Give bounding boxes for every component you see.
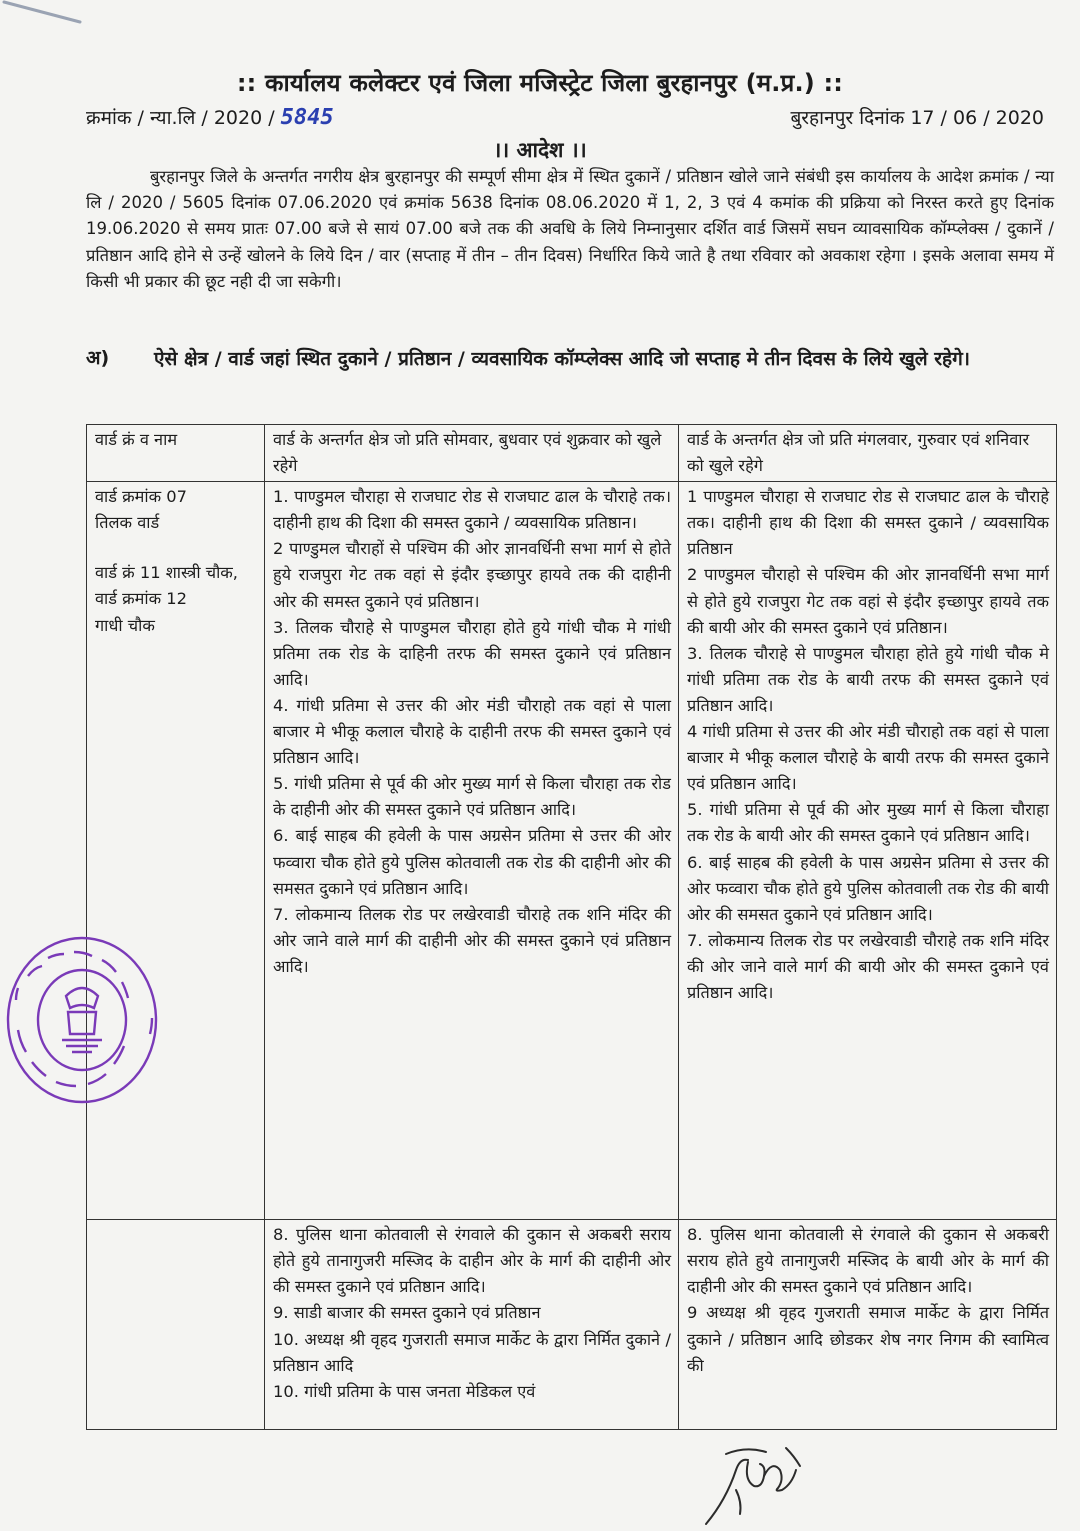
reference-prefix: क्रमांक / न्या.लि / 2020 / <box>86 107 275 129</box>
header-tue-thu-sat: वार्ड के अन्तर्गत क्षेत्र जो प्रति मंगलवार, गुरुवार एवं शनिवार को खुले रहेगे <box>679 425 1057 482</box>
list-item: 7. लोकमान्य तिलक रोड पर लखेरवाडी चौराहे तक शनि मंदिर की ओर जाने वाले मार्ग की बायी ओर की समस्त दुकाने एवं प्रतिष्ठान आदि। <box>687 930 1049 1002</box>
order-title: ।। आदेश ।। <box>493 138 587 162</box>
tue-thu-sat-cell <box>679 1220 1057 1430</box>
list-item: 3. तिलक चौराहे से पाण्डुमल चौराहा होते हुये गांधी चौक मे गांधी प्रतिमा तक रोड के दाहिनी तरफ की समस्त दुकाने एवं प्रतिष्ठान आदि। <box>273 617 671 689</box>
list-item: 3. तिलक चौराहे से पाण्डुमल चौराहा होते हुये गांधी चौक मे गांधी प्रतिमा तक रोड के बायी तरफ की समस्त दुकाने एवं प्रतिष्ठान आदि। <box>687 643 1049 715</box>
header-ward: वार्ड क्रं व नाम <box>87 425 265 482</box>
list-item: 6. बाई साहब की हवेली के पास अग्रसेन प्रतिमा से उत्तर की ओर फव्वारा चौक होते हुये पुलिस कोतवाली तक रोड की बायी ओर की समसत दुकाने एवं प्रतिष्ठान आदि। <box>687 852 1049 924</box>
list-item: 6. बाई साहब की हवेली के पास अग्रसेन प्रतिमा से उत्तर की ओर फव्वारा चौक होते हुये पुलिस कोतवाली तक रोड की दाहीनी ओर की समसत दुकाने एवं प्रतिष्ठान आदि। <box>273 826 671 898</box>
list-item: 2 पाण्डुमल चौराहों से पश्चिम की ओर ज्ञानवर्धिनी सभा मार्ग से होते हुये राजपुरा गेट तक वहां से इंदौर इच्छापुर हायवे तक की दाहीनी ओर की समस्त दुकाने एवं प्रतिष्ठान। <box>273 539 671 611</box>
table-header-row <box>87 425 1057 482</box>
office-title: :: कार्यालय कलेक्टर एवं जिला मजिस्ट्रेट जिला बुरहानपुर (म.प्र.) :: <box>236 69 844 97</box>
ward-schedule-table <box>86 424 1057 1430</box>
mon-wed-fri-cell <box>265 1220 679 1430</box>
ward-line: वार्ड क्रं 11 शास्त्री चौक, <box>95 563 238 583</box>
place-date: बुरहानपुर दिनांक 17 / 06 / 2020 <box>790 107 1044 129</box>
ward-line: गाधी चौक <box>95 615 155 635</box>
list-item: 5. गांधी प्रतिमा से पूर्व की ओर मुख्य मार्ग से किला चौराहा तक रोड के बायी ओर की समस्त दुकाने एवं प्रतिष्ठान आदि। <box>687 800 1049 846</box>
reference-line <box>86 104 334 130</box>
intro-paragraph: बुरहानपुर जिले के अन्तर्गत नगरीय क्षेत्र बुरहानपुर की सम्पूर्ण सीमा क्षेत्र में स्थित दुकानें / प्रतिष्ठान खोले जाने संबंधी इस कार्यालय के आदेश क्रमांक / न्या लि / 2020 / 5605 दिनांक 07.06.2020 एवं क्रमांक 5638 दिनांक 08.06.2020 में 1, 2, 3 एवं 4 कमांक की प्रक्रिया को निरस्त करते हुए दिनांक 19.06.2020 से समय प्रातः 07.00 बजे से सायं 07.00 बजे तक की अवधि के लिये निम्नानुसार दर्शित वार्ड जिसमें सघन व्यावसायिक कॉम्प्लेक्स / दुकानें / प्रतिष्ठान आदि होने से उन्हें खोलने के लिये दिन / वार (सप्ताह में तीन – तीन दिवस) निर्धारित किये जाते है तथा रविवार को अवकाश रहेगा । इसके अलावा समय में किसी भी प्रकार की छूट नही दी जा सकेगी। <box>86 167 1054 291</box>
office-seal-stamp <box>2 930 162 1110</box>
tue-thu-sat-cell <box>679 482 1057 1220</box>
ward-line: वार्ड क्रमांक 12 <box>95 589 188 609</box>
officer-signature <box>696 1440 826 1530</box>
list-item: 9. साडी बाजार की समस्त दुकाने एवं प्रतिष्ठान <box>273 1303 541 1323</box>
ward-line: वार्ड क्रमांक 07 <box>95 487 188 507</box>
ward-names-cell-empty <box>87 1220 265 1430</box>
table-row <box>87 482 1057 1220</box>
list-item: 9 अध्यक्ष श्री वृहद गुजराती समाज मार्केट के द्वारा निर्मित दुकाने / प्रतिष्ठान आदि छोडकर शेष नगर निगम की स्वामित्व की <box>687 1303 1049 1375</box>
ward-spacer <box>95 536 257 560</box>
list-item: 8. पुलिस थाना कोतवाली से रंगवाले की दुकान से अकबरी सराय होते हुये तानागुजरी मस्जिद के बायी ओर के मार्ग की दाहीनी ओर की समस्त दुकाने एवं प्रतिष्ठान आदि। <box>687 1225 1049 1297</box>
list-item: 1 पाण्डुमल चौराहा से राजघाट रोड से राजघाट ढाल के चौराहे तक। दाहीनी हाथ की दिशा की समस्त दुकाने / व्यवसायिक प्रतिष्ठान <box>687 487 1049 559</box>
list-item: 5. गांधी प्रतिमा से पूर्व की ओर मुख्य मार्ग से किला चौराहा तक रोड के दाहीनी ओर की समस्त दुकाने एवं प्रतिष्ठान आदि। <box>273 774 671 820</box>
header-mon-wed-fri: वार्ड के अन्तर्गत क्षेत्र जो प्रति सोमवार, बुधवार एवं शुक्रवार को खुले रहेगे <box>265 425 679 482</box>
reference-number: 5845 <box>280 105 334 130</box>
section-a-marker: अ) <box>86 347 110 369</box>
list-item: 4 गांधी प्रतिमा से उत्तर की ओर मंडी चौराहो तक वहां से पाला बाजार मे भीकू कलाल चौराहे के बायी तरफ की समस्त दुकाने एवं प्रतिष्ठान आदि। <box>687 722 1049 794</box>
list-item: 8. पुलिस थाना कोतवाली से रंगवाले की दुकान से अकबरी सराय होते हुये तानागुजरी मस्जिद के दाहीन ओर के मार्ग की दाहीनी ओर की समस्त दुकाने एवं प्रतिष्ठान आदि। <box>273 1225 671 1297</box>
ward-line: तिलक वार्ड <box>95 513 160 533</box>
paper-fold-mark <box>0 0 120 40</box>
list-item: 2 पाण्डुमल चौराहो से पश्चिम की ओर ज्ञानवर्धिनी सभा मार्ग से होते हुये राजपुरा गेट तक वहां से इंदौर इच्छापुर हायवे तक की बायी ओर की समस्त दुकाने एवं प्रतिष्ठान। <box>687 565 1049 637</box>
list-item: 1. पाण्डुमल चौराहा से राजघाट रोड से राजघाट ढाल के चौराहे तक। दाहीनी हाथ की दिशा की समस्त दुकाने / व्यवसायिक प्रतिष्ठान। <box>273 487 671 533</box>
list-item: 7. लोकमान्य तिलक रोड पर लखेरवाडी चौराहे तक शनि मंदिर की ओर जाने वाले मार्ग की दाहीनी ओर की समस्त दुकाने एवं प्रतिष्ठान आदि। <box>273 904 671 976</box>
mon-wed-fri-cell <box>265 482 679 1220</box>
list-item: 10. अध्यक्ष श्री वृहद गुजराती समाज मार्केट के द्वारा निर्मित दुकाने / प्रतिष्ठान आदि <box>273 1329 671 1375</box>
list-item: 4. गांधी प्रतिमा से उत्तर की ओर मंडी चौराहो तक वहां से पाला बाजार मे भीकू कलाल चौराहे के दाहीनी तरफ की समस्त दुकाने एवं प्रतिष्ठान आदि। <box>273 695 671 768</box>
list-item: 10. गांधी प्रतिमा के पास जनता मेडिकल एवं <box>273 1381 536 1401</box>
section-a-heading: ऐसे क्षेत्र / वार्ड जहां स्थित दुकाने / प्रतिष्ठान / व्यवसायिक कॉम्प्लेक्स आदि जो सप्ताह मे तीन दिवस के लिये खुले रहेगे। <box>154 348 970 370</box>
table-row <box>87 1220 1057 1430</box>
